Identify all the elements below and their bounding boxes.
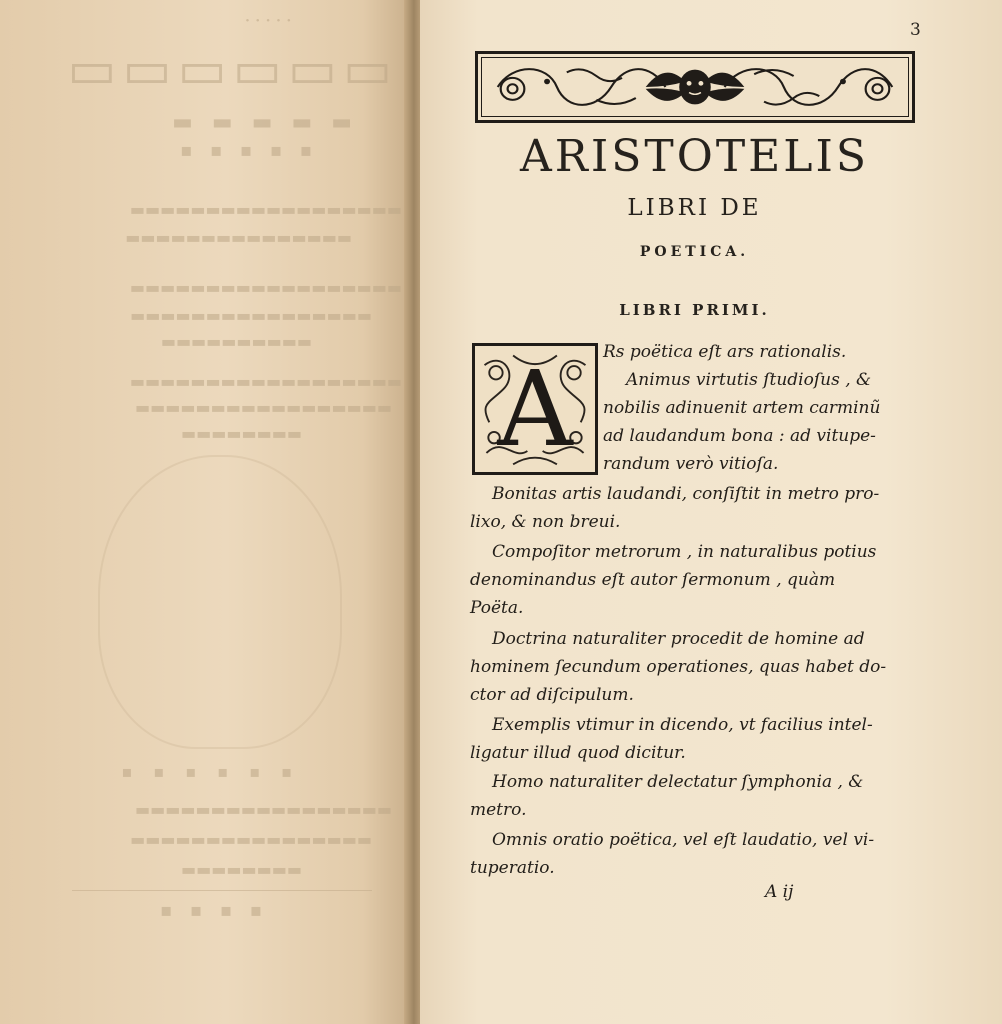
text-line: tuperatio. <box>470 858 555 878</box>
text-line: Omnis oratio poëtica, vel eſt laudatio, vel vi- <box>492 830 875 850</box>
text-line: Doctrina naturaliter procedit de homine ad <box>492 629 865 649</box>
page-number: 3 <box>910 20 921 40</box>
text-line: Animus virtutis ſtudioſus , & <box>626 370 872 390</box>
text-line: Bonitas artis laudandi, conſiſtit in metro pro- <box>492 484 880 504</box>
page-subtitle-poetica: POETICA. <box>639 244 750 260</box>
text-line: randum verò vitioſa. <box>603 454 779 474</box>
text-line: lixo, & non breui. <box>470 512 621 532</box>
text-line: Exemplis vtimur in dicendo, vt facilius intel- <box>492 715 873 735</box>
text-line: metro. <box>470 800 527 820</box>
book-heading: LIBRI PRIMI. <box>619 301 770 319</box>
text-line: ad laudandum bona : ad vitupe- <box>603 426 876 446</box>
text-line: Rs poëtica eſt ars rationalis. <box>603 342 847 362</box>
text-line: Homo naturaliter delectatur ſymphonia , & <box>492 772 864 792</box>
text-line: denominandus eſt autor ſermonum , quàm <box>470 570 836 590</box>
page-subtitle: LIBRI DE <box>627 195 762 221</box>
text-line: nobilis adinuenit artem carminũ <box>603 398 881 418</box>
text-line: ligatur illud quod dicitur. <box>470 743 686 763</box>
text-line: ctor ad diſcipulum. <box>470 685 634 705</box>
text-line: Poëta. <box>470 598 524 618</box>
headpiece-ornament-icon <box>478 54 912 120</box>
text-line: hominem ſecundum operationes, quas habet do- <box>470 657 887 677</box>
decorated-initial <box>472 343 598 475</box>
catchword-signature: A ij <box>765 882 794 902</box>
initial-letter: A <box>497 348 573 470</box>
left-page-verso <box>0 0 412 1024</box>
page-title: ARISTOTELIS <box>519 131 870 182</box>
show-through-text: ····· ▭▭▭▭▭▭ ▬ ▬ ▬ ▬ ▬ ▪ ▪ ▪ ▪ ▪ ▬▬▬▬▬▬▬▬▬▬▬▬▬▬▬▬▬▬ ▬▬▬▬▬▬▬▬▬▬▬▬▬▬▬ ▬▬▬▬▬▬▬▬▬▬▬▬▬▬▬▬▬▬ ▬▬▬▬▬▬▬▬▬▬▬▬▬▬▬▬ ▬▬▬▬▬▬▬▬▬▬ ▬▬▬▬▬▬▬▬▬▬▬▬▬▬▬▬▬▬ ▬▬▬▬▬▬▬▬▬▬▬▬▬▬▬▬▬ ▬▬▬▬▬▬▬▬ ▪ ▪ ▪ ▪ ▪ ▪ ▬▬▬▬▬▬▬▬▬▬▬▬▬▬▬▬▬ ▬▬▬▬▬▬▬▬▬▬▬▬▬▬▬▬ ▬▬▬▬▬▬▬▬ ▪ ▪ ▪ ▪ <box>61 8 402 921</box>
text-line: Compoſitor metrorum , in naturalibus potius <box>492 542 877 562</box>
decorative-headpiece <box>475 51 915 123</box>
